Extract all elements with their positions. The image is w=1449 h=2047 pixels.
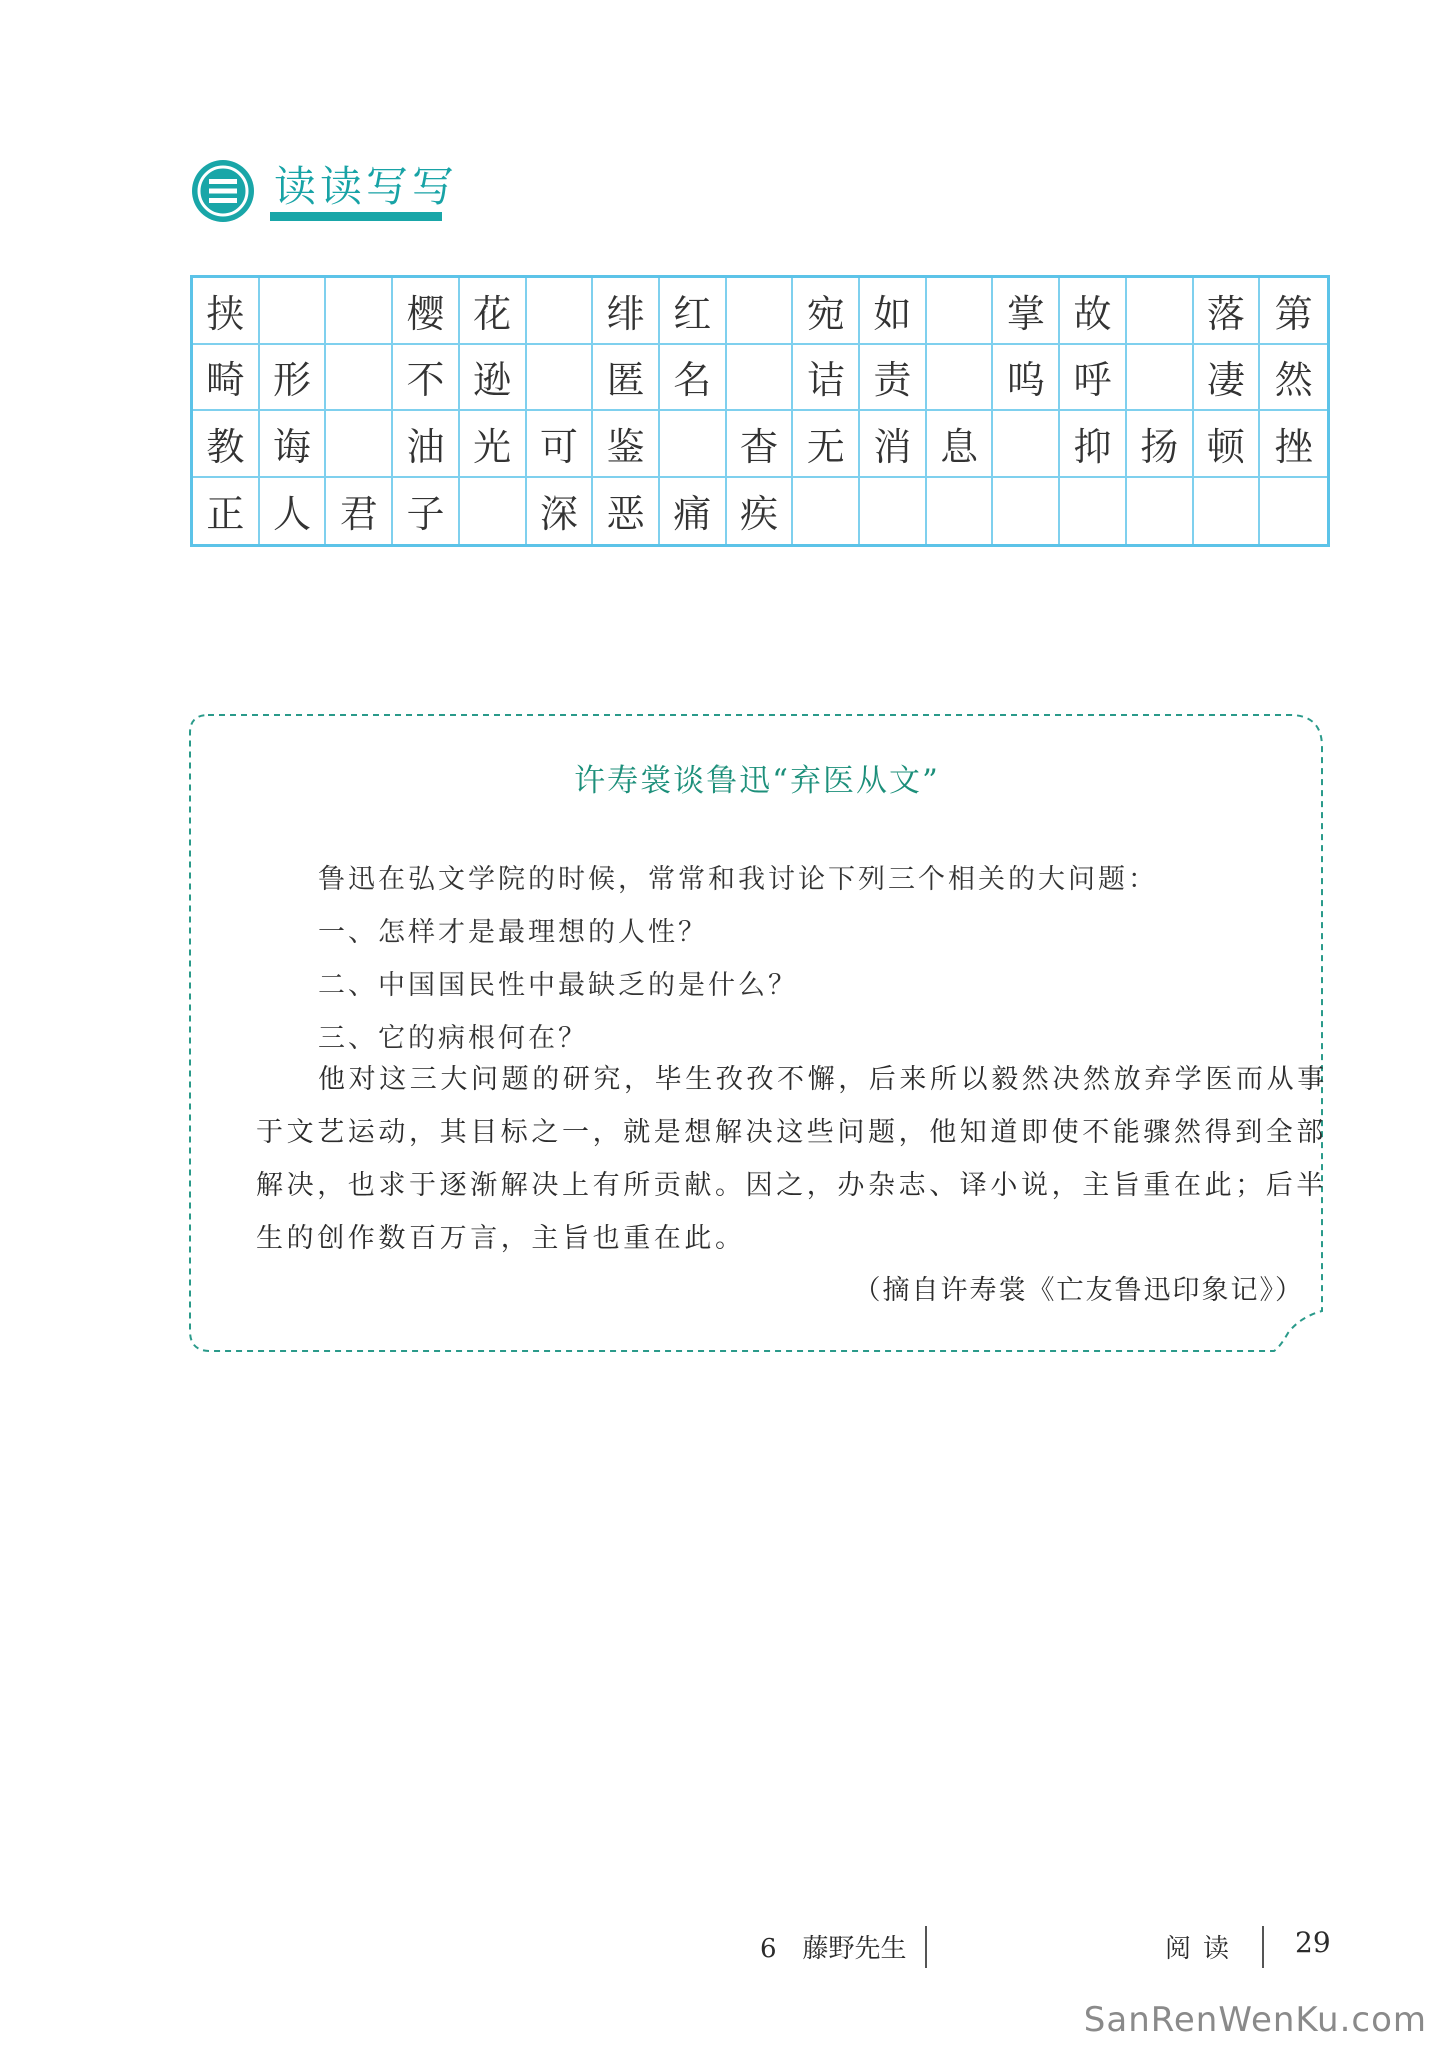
grid-cell xyxy=(1127,478,1194,545)
footer-divider xyxy=(925,1926,927,1968)
grid-cell: 如 xyxy=(860,278,927,345)
section-underline xyxy=(270,212,442,221)
paragraph-intro: 鲁迅在弘文学院的时候，常常和我讨论下列三个相关的大问题： xyxy=(318,864,1158,895)
grid-cell: 形 xyxy=(260,345,327,412)
grid-cell: 人 xyxy=(260,478,327,545)
grid-cell: 诲 xyxy=(260,411,327,478)
grid-cell: 呜 xyxy=(993,345,1060,412)
paragraph-line: 于文艺运动，其目标之一，就是想解决这些问题，他知道即使不能骤然得到全部 xyxy=(256,1117,1327,1148)
chapter-label: 6 藤野先生 xyxy=(760,1934,907,1964)
grid-cell: 可 xyxy=(527,411,594,478)
grid-cell xyxy=(527,345,594,412)
grid-cell xyxy=(927,345,994,412)
grid-cell xyxy=(326,278,393,345)
grid-cell xyxy=(927,278,994,345)
grid-cell xyxy=(1127,278,1194,345)
paragraph-line: 生的创作数百万言，主旨也重在此。 xyxy=(256,1223,746,1254)
grid-cell: 挫 xyxy=(1260,411,1327,478)
page-footer xyxy=(0,1920,1449,1980)
grid-cell: 深 xyxy=(527,478,594,545)
vocabulary-writing-grid xyxy=(190,275,1330,547)
grid-cell: 无 xyxy=(793,411,860,478)
grid-cell xyxy=(460,478,527,545)
grid-cell: 诘 xyxy=(793,345,860,412)
grid-cell xyxy=(727,345,794,412)
grid-cell: 凄 xyxy=(1194,345,1261,412)
grid-cell: 油 xyxy=(393,411,460,478)
grid-cell: 逊 xyxy=(460,345,527,412)
grid-cell: 第 xyxy=(1260,278,1327,345)
grid-cell: 子 xyxy=(393,478,460,545)
grid-cell xyxy=(727,278,794,345)
section-title: 读读写写 xyxy=(274,162,459,211)
question-2: 二、中国国民性中最缺乏的是什么？ xyxy=(318,970,798,1001)
unit-label: 阅读 xyxy=(1165,1934,1242,1964)
page-number: 29 xyxy=(1295,1926,1331,1959)
grid-cell: 疾 xyxy=(727,478,794,545)
grid-cell: 花 xyxy=(460,278,527,345)
grid-cell xyxy=(1127,345,1194,412)
grid-cell: 鉴 xyxy=(593,411,660,478)
grid-cell: 痛 xyxy=(660,478,727,545)
paragraph-line: 解决，也求于逐渐解决上有所贡献。因之，办杂志、译小说，主旨重在此；后半 xyxy=(256,1170,1327,1201)
grid-cell: 然 xyxy=(1260,345,1327,412)
grid-cell xyxy=(927,478,994,545)
grid-cell: 呼 xyxy=(1060,345,1127,412)
question-3: 三、它的病根何在？ xyxy=(318,1023,588,1054)
grid-cell: 君 xyxy=(326,478,393,545)
reading-title: 许寿裳谈鲁迅“弃医从文” xyxy=(574,763,940,799)
grid-cell: 顿 xyxy=(1194,411,1261,478)
grid-cell: 消 xyxy=(860,411,927,478)
question-1: 一、怎样才是最理想的人性？ xyxy=(318,917,708,948)
grid-cell: 宛 xyxy=(793,278,860,345)
grid-cell xyxy=(660,411,727,478)
grid-cell: 匿 xyxy=(593,345,660,412)
list-menu-icon xyxy=(190,158,256,224)
grid-cell: 光 xyxy=(460,411,527,478)
grid-cell: 掌 xyxy=(993,278,1060,345)
grid-cell xyxy=(860,478,927,545)
grid-cell: 挟 xyxy=(193,278,260,345)
grid-cell xyxy=(527,278,594,345)
grid-cell: 不 xyxy=(393,345,460,412)
grid-cell: 教 xyxy=(193,411,260,478)
grid-cell: 畸 xyxy=(193,345,260,412)
grid-cell: 落 xyxy=(1194,278,1261,345)
grid-cell: 正 xyxy=(193,478,260,545)
grid-cell: 红 xyxy=(660,278,727,345)
paragraph-line: 他对这三大问题的研究，毕生孜孜不懈，后来所以毅然决然放弃学医而从事 xyxy=(318,1064,1328,1095)
grid-cell: 责 xyxy=(860,345,927,412)
grid-cell xyxy=(993,478,1060,545)
grid-cell: 恶 xyxy=(593,478,660,545)
grid-cell: 绯 xyxy=(593,278,660,345)
grid-cell: 樱 xyxy=(393,278,460,345)
reading-box xyxy=(188,713,1326,1353)
grid-cell: 故 xyxy=(1060,278,1127,345)
footer-divider xyxy=(1262,1926,1264,1968)
grid-cell xyxy=(326,411,393,478)
grid-cell xyxy=(260,278,327,345)
grid-cell xyxy=(1060,478,1127,545)
grid-cell xyxy=(793,478,860,545)
grid-cell: 杳 xyxy=(727,411,794,478)
grid-cell xyxy=(326,345,393,412)
grid-cell xyxy=(1260,478,1327,545)
grid-cell: 息 xyxy=(927,411,994,478)
watermark: SanRenWenKu.com xyxy=(1083,2000,1427,2040)
grid-cell: 抑 xyxy=(1060,411,1127,478)
grid-cell xyxy=(1194,478,1261,545)
grid-cell: 扬 xyxy=(1127,411,1194,478)
paragraph-body xyxy=(256,1053,1328,1265)
grid-cell xyxy=(993,411,1060,478)
grid-cell: 名 xyxy=(660,345,727,412)
citation-source: （摘自许寿裳《亡友鲁迅印象记》） xyxy=(853,1275,1304,1306)
